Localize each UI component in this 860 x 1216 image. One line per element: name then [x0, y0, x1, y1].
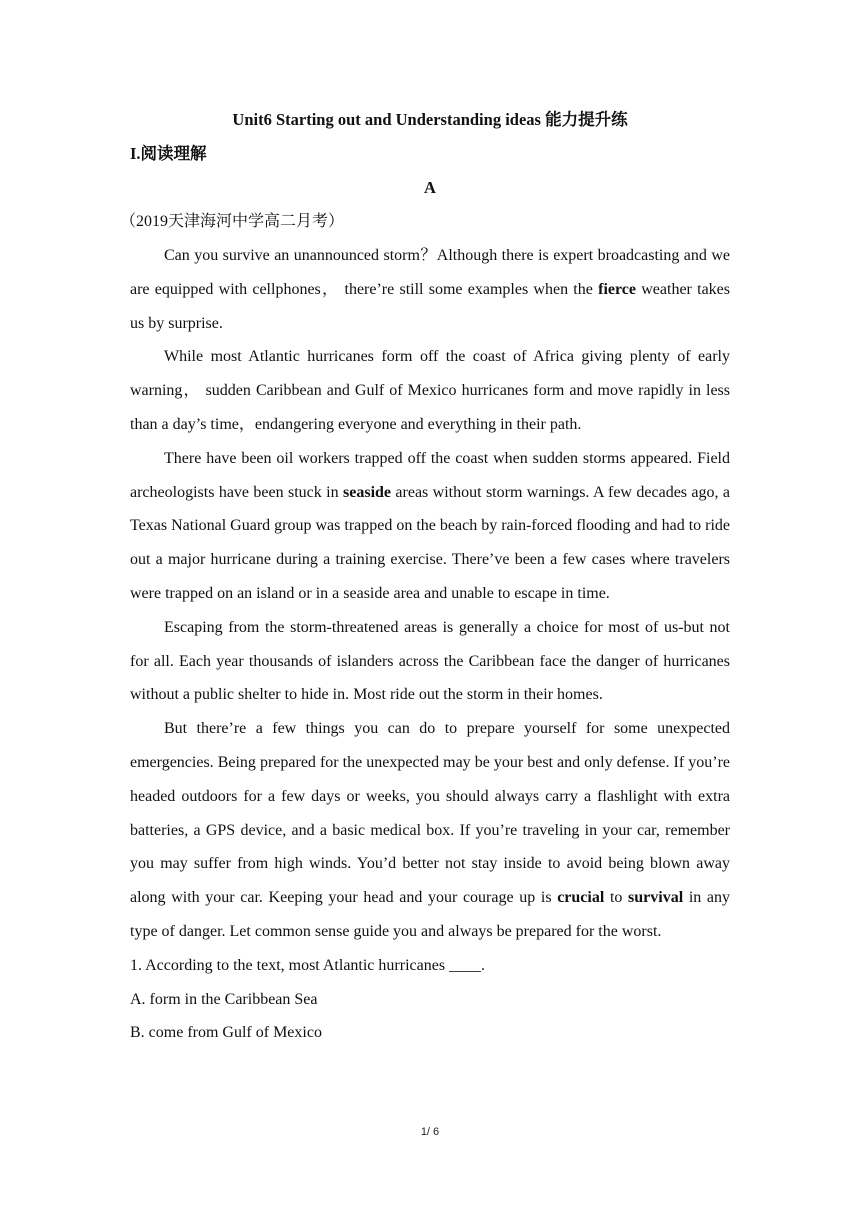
paragraph-4: Escaping from the storm-threatened areas is generally a choice for most of us-but not for all. Each year thousands of islanders across the Caribbean face the danger of hurricanes without a public shelter to hide in. Most ride out the storm in their homes.	[130, 618, 730, 704]
page-number: 1/ 6	[420, 1126, 440, 1138]
question-1-option-a: A. form in the Caribbean Sea	[130, 990, 318, 1008]
bold-word-seaside: seaside	[343, 483, 392, 501]
paragraph-5-text-e: in any type of danger. Let common sense guide you and always be prepared for the worst.	[130, 889, 731, 940]
document-title: Unit6 Starting out and Understanding ideas 能力提升练	[232, 110, 628, 129]
paragraph-3-text-a: There have been oil workers trapped off the coast when sudden storms appeared. Field archeologists have been stuck in	[130, 449, 730, 501]
page-content	[120, 103, 731, 1050]
paragraph-1-text-a: Can you survive an unannounced storm？Although there is expert broadcasting and we are equipped with cellphones， there’re still some examples when the	[130, 247, 730, 298]
paragraph-3	[130, 442, 730, 611]
paragraph-3-text-c: areas without storm warnings. A few decades ago, a Texas National Guard group was trapped on the beach by rain-forced flooding and had to ride out a major hurricane during a training exercise. There’ve been a few cases where travelers were trapped on an island or in a seaside area and unable to escape in time.	[130, 483, 731, 602]
bold-word-crucial: crucial	[557, 889, 605, 907]
paragraph-5-text-c: to	[604, 889, 629, 907]
paragraph-5	[130, 712, 730, 949]
paragraph-1	[130, 239, 730, 340]
passage-label: A	[424, 178, 436, 197]
paragraph-1-text-c: weather takes us by surprise.	[130, 280, 730, 332]
question-1-stem: 1. According to the text, most Atlantic hurricanes ____.	[130, 956, 486, 974]
paragraph-5-text-a: But there’re a few things you can do to prepare yourself for some unexpected emergencies. Being prepared for the unexpected may be your best and only defense. If you’re headed outdoors for a few days or weeks, you should always carry a flashlight with extra batteries, a GPS device, and a basic medical box. If you’re traveling in your car, remember you may suffer from high winds. You’d better not stay inside to avoid being blown away along with your car. Keeping your head and your courage up is	[130, 720, 730, 907]
section-heading: I.阅读理解	[130, 144, 207, 163]
bold-word-survival: survival	[628, 889, 684, 907]
bold-word-fierce: fierce	[598, 280, 636, 298]
passage-source: （2019天津海河中学高二月考）	[120, 213, 345, 230]
paragraph-2: While most Atlantic hurricanes form off the coast of Africa giving plenty of early warning， sudden Caribbean and Gulf of Mexico hurricanes form and move rapidly in less than a day’s time，endangering everyone and everything in their path.	[130, 348, 730, 433]
question-1-option-b: B. come from Gulf of Mexico	[130, 1024, 322, 1042]
